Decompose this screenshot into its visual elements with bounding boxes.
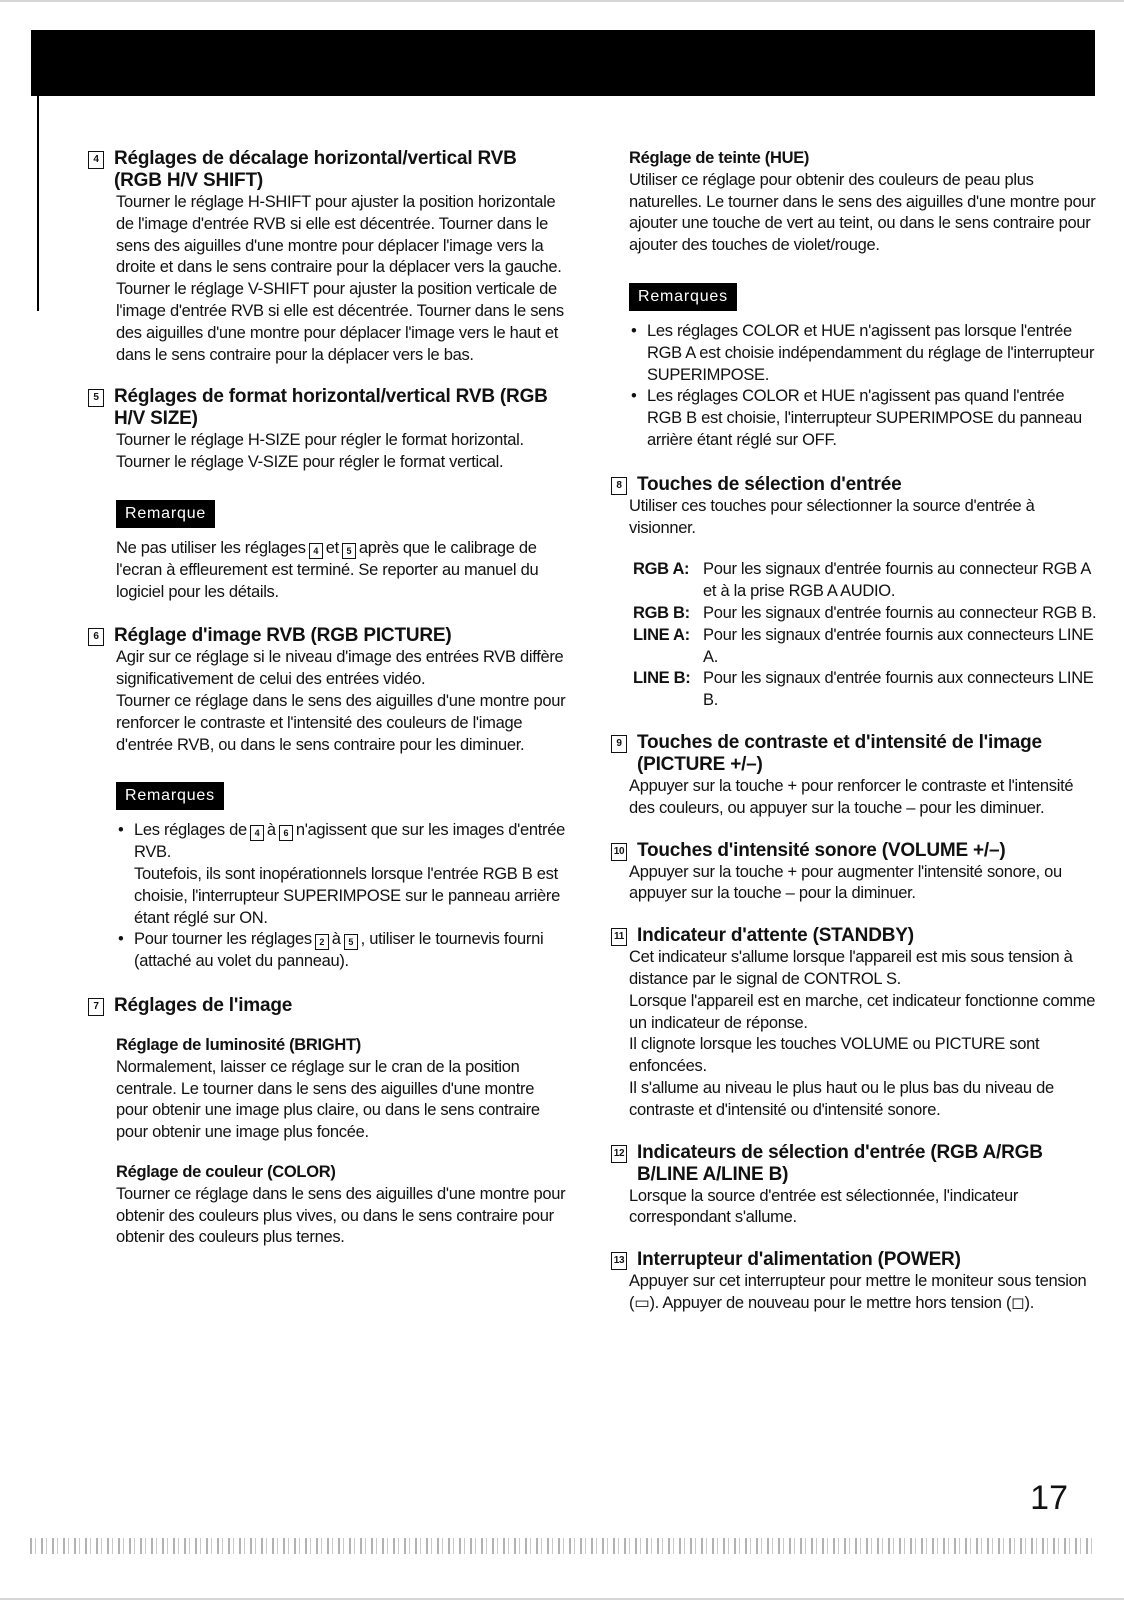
section-body: Appuyer sur cet interrupteur pour mettre le moniteur sous tension (▭). Appuyer de nouveau pour le mettre hors tension (◻). — [629, 1272, 1087, 1312]
right-column — [611, 148, 1101, 1335]
reference-box: 4 — [309, 543, 323, 559]
input-row — [633, 559, 1101, 603]
section-title: Interrupteur d'alimentation (POWER) — [637, 1249, 961, 1271]
section-title: Réglages de format horizontal/vertical RVB (RGB H/V SIZE) — [114, 386, 548, 430]
top-rule — [0, 0, 1124, 2]
input-description: Pour les signaux d'entrée fournis au connecteur RGB A et à la prise RGB A AUDIO. — [703, 560, 1091, 601]
section-number-box: 4 — [88, 151, 104, 169]
reference-box: 6 — [279, 825, 293, 841]
input-key: RGB A: — [633, 560, 690, 579]
section-body: Lorsque la source d'entrée est sélectionnée, l'indicateur correspondant s'allume. — [629, 1186, 1019, 1227]
subsection-body: Tourner ce réglage dans le sens des aiguilles d'une montre pour obtenir des couleurs plus vives, ou dans le sens contraire pour obtenir des couleurs plus ternes. — [116, 1184, 566, 1247]
subsection-hue — [611, 148, 1101, 257]
note-remarques — [116, 776, 568, 973]
margin-rule — [37, 96, 39, 311]
reference-box: 2 — [315, 934, 329, 950]
section-picture-keys — [611, 732, 1101, 820]
note-bullet: • Les réglages COLOR et HUE n'agissent pas quand l'entrée RGB B est choisie, l'interrupteur SUPERIMPOSE du panneau arrière étant réglé sur OFF. — [629, 386, 1101, 451]
section-title: Touches d'intensité sonore (VOLUME +/–) — [637, 839, 1006, 861]
note-text: Ne pas utiliser les réglages 4 et 5 après que le calibrage de l'ecran à effleurement est terminé. Se reporter au manuel du logiciel pour les détails. — [116, 538, 539, 601]
note-bullet: • Pour tourner les réglages 2 à 5 , utiliser le tournevis fourni (attaché au volet du panneau). — [116, 929, 568, 973]
section-title: Indicateur d'attente (STANDBY) — [637, 925, 914, 947]
section-number-box: 5 — [88, 389, 104, 407]
note-label: Remarque — [116, 500, 215, 528]
section-rgb-hv-shift — [88, 148, 568, 366]
section-input-indicators — [611, 1142, 1101, 1230]
input-list — [633, 559, 1101, 712]
section-input-select — [611, 474, 1101, 712]
section-body: Lorsque l'appareil est en marche, cet indicateur fonctionne comme un indicateur de réponse. — [629, 991, 1096, 1032]
header-bar — [31, 30, 1095, 96]
reference-box: 5 — [342, 543, 356, 559]
note-label: Remarques — [629, 283, 737, 311]
section-volume-keys — [611, 840, 1101, 906]
left-column — [88, 148, 568, 1269]
subsection-title: Réglage de couleur (COLOR) — [116, 1162, 336, 1181]
note-bullet: • Les réglages de 4 à 6 n'agissent que sur les images d'entrée RVB. Toutefois, ils sont inopérationnels lorsque l'entrée RGB B est choisie, l'interrupteur SUPERIMPOSE sur le panneau arrière étant réglé sur ON. — [116, 820, 568, 929]
section-number-box: 11 — [611, 928, 627, 946]
section-body: Appuyer sur la touche + pour augmenter l'intensité sonore, ou appuyer sur la touche – pour la diminuer. — [629, 862, 1062, 903]
section-title: Réglages de l'image — [114, 994, 293, 1016]
section-number-box: 7 — [88, 998, 104, 1016]
input-description: Pour les signaux d'entrée fournis aux connecteurs LINE B. — [703, 669, 1094, 710]
section-body: Tourner le réglage H-SHIFT pour ajuster la position horizontale de l'image d'entrée RVB si elle est décentrée. Tourner dans le sens des aiguilles d'une montre pour déplacer l'image vers la droite et dans le sens contraire pour la déplacer vers la gauche. — [116, 193, 562, 277]
section-title: Touches de sélection d'entrée — [637, 473, 902, 495]
section-title: Réglage d'image RVB (RGB PICTURE) — [114, 625, 452, 647]
subsection-title: Réglage de teinte (HUE) — [629, 149, 810, 167]
note-remarque — [116, 494, 568, 603]
subsection-body: Normalement, laisser ce réglage sur le cran de la position centrale. Le tourner dans le sens des aiguilles d'une montre pour obtenir une image plus claire, ou dans le sens contraire pour obtenir une image plus foncée. — [116, 1057, 540, 1142]
section-body: Il s'allume au niveau le plus haut ou le plus bas du niveau de contraste et d'intensité ou d'intensité sonore. — [629, 1078, 1054, 1119]
section-body: Cet indicateur s'allume lorsque l'appareil est mis sous tension à distance par le signal de CONTROL S. — [629, 948, 1073, 988]
section-number-box: 12 — [611, 1145, 627, 1163]
section-title: Réglages de décalage horizontal/vertical RVB (RGB H/V SHIFT) — [114, 148, 517, 191]
section-body: Tourner le réglage V-SIZE pour régler le format vertical. — [116, 453, 504, 472]
section-title: Indicateurs de sélection d'entrée (RGB A/RGB B/LINE A/LINE B) — [637, 1141, 1043, 1185]
input-key: LINE B: — [633, 669, 691, 688]
section-number-box: 9 — [611, 735, 627, 753]
subsection-body: Utiliser ce réglage pour obtenir des couleurs de peau plus naturelles. Le tourner dans le sens des aiguilles d'une montre pour ajouter une touche de vert au teint, ou dans le sens contraire pour ajouter des touches de violet/rouge. — [629, 170, 1096, 255]
section-body: Utiliser ces touches pour sélectionner la source d'entrée à visionner. — [629, 496, 1035, 537]
input-key: LINE A: — [633, 625, 690, 644]
subsection-title: Réglage de luminosité (BRIGHT) — [116, 1035, 361, 1054]
section-number-box: 10 — [611, 843, 627, 861]
scan-noise — [30, 1538, 1095, 1554]
note-remarques-hue — [629, 277, 1101, 452]
section-body: Tourner le réglage V-SHIFT pour ajuster la position verticale de l'image d'entrée RVB si elle est décentrée. Tourner dans le sens des aiguilles d'une montre pour déplacer l'image vers le haut et dans le sens contraire pour la déplacer vers le bas. — [116, 280, 564, 364]
section-standby-indicator — [611, 925, 1101, 1121]
input-row — [633, 603, 1101, 625]
section-body: Appuyer sur la touche + pour renforcer le contraste et l'intensité des couleurs, ou appuyer sur la touche – pour les diminuer. — [629, 776, 1074, 817]
reference-box: 4 — [250, 825, 264, 841]
reference-box: 5 — [344, 934, 358, 950]
section-rgb-hv-size — [88, 386, 568, 474]
section-power-switch — [611, 1249, 1101, 1315]
section-title: Touches de contraste et d'intensité de l'image (PICTURE +/–) — [637, 731, 1042, 775]
section-number-box: 6 — [88, 628, 104, 646]
section-number-box: 13 — [611, 1252, 627, 1270]
input-key: RGB B: — [633, 603, 690, 622]
section-body: Tourner ce réglage dans le sens des aiguilles d'une montre pour renforcer le contraste et l'intensité des couleurs de l'image d'entrée RVB, ou dans le sens contraire pour les diminuer. — [116, 691, 566, 754]
section-body: Agir sur ce réglage si le niveau d'image des entrées RVB diffère significativement de celui des entrées vidéo. — [116, 648, 564, 689]
page-number: 17 — [1030, 1479, 1068, 1517]
note-label: Remarques — [116, 782, 224, 810]
input-description: Pour les signaux d'entrée fournis au connecteur RGB B. — [703, 603, 1097, 622]
section-body: Tourner le réglage H-SIZE pour régler le format horizontal. — [116, 431, 524, 450]
input-description: Pour les signaux d'entrée fournis aux connecteurs LINE A. — [703, 625, 1094, 666]
section-rgb-picture — [88, 625, 568, 756]
section-image-settings — [88, 995, 568, 1249]
input-row — [633, 668, 1101, 712]
section-number-box: 8 — [611, 477, 627, 495]
input-row — [633, 625, 1101, 669]
section-body: Il clignote lorsque les touches VOLUME ou PICTURE sont enfoncées. — [629, 1035, 1040, 1076]
note-bullet: • Les réglages COLOR et HUE n'agissent pas lorsque l'entrée RGB A est choisie indépendamment du réglage de l'interrupteur SUPERIMPOSE. — [629, 321, 1101, 386]
